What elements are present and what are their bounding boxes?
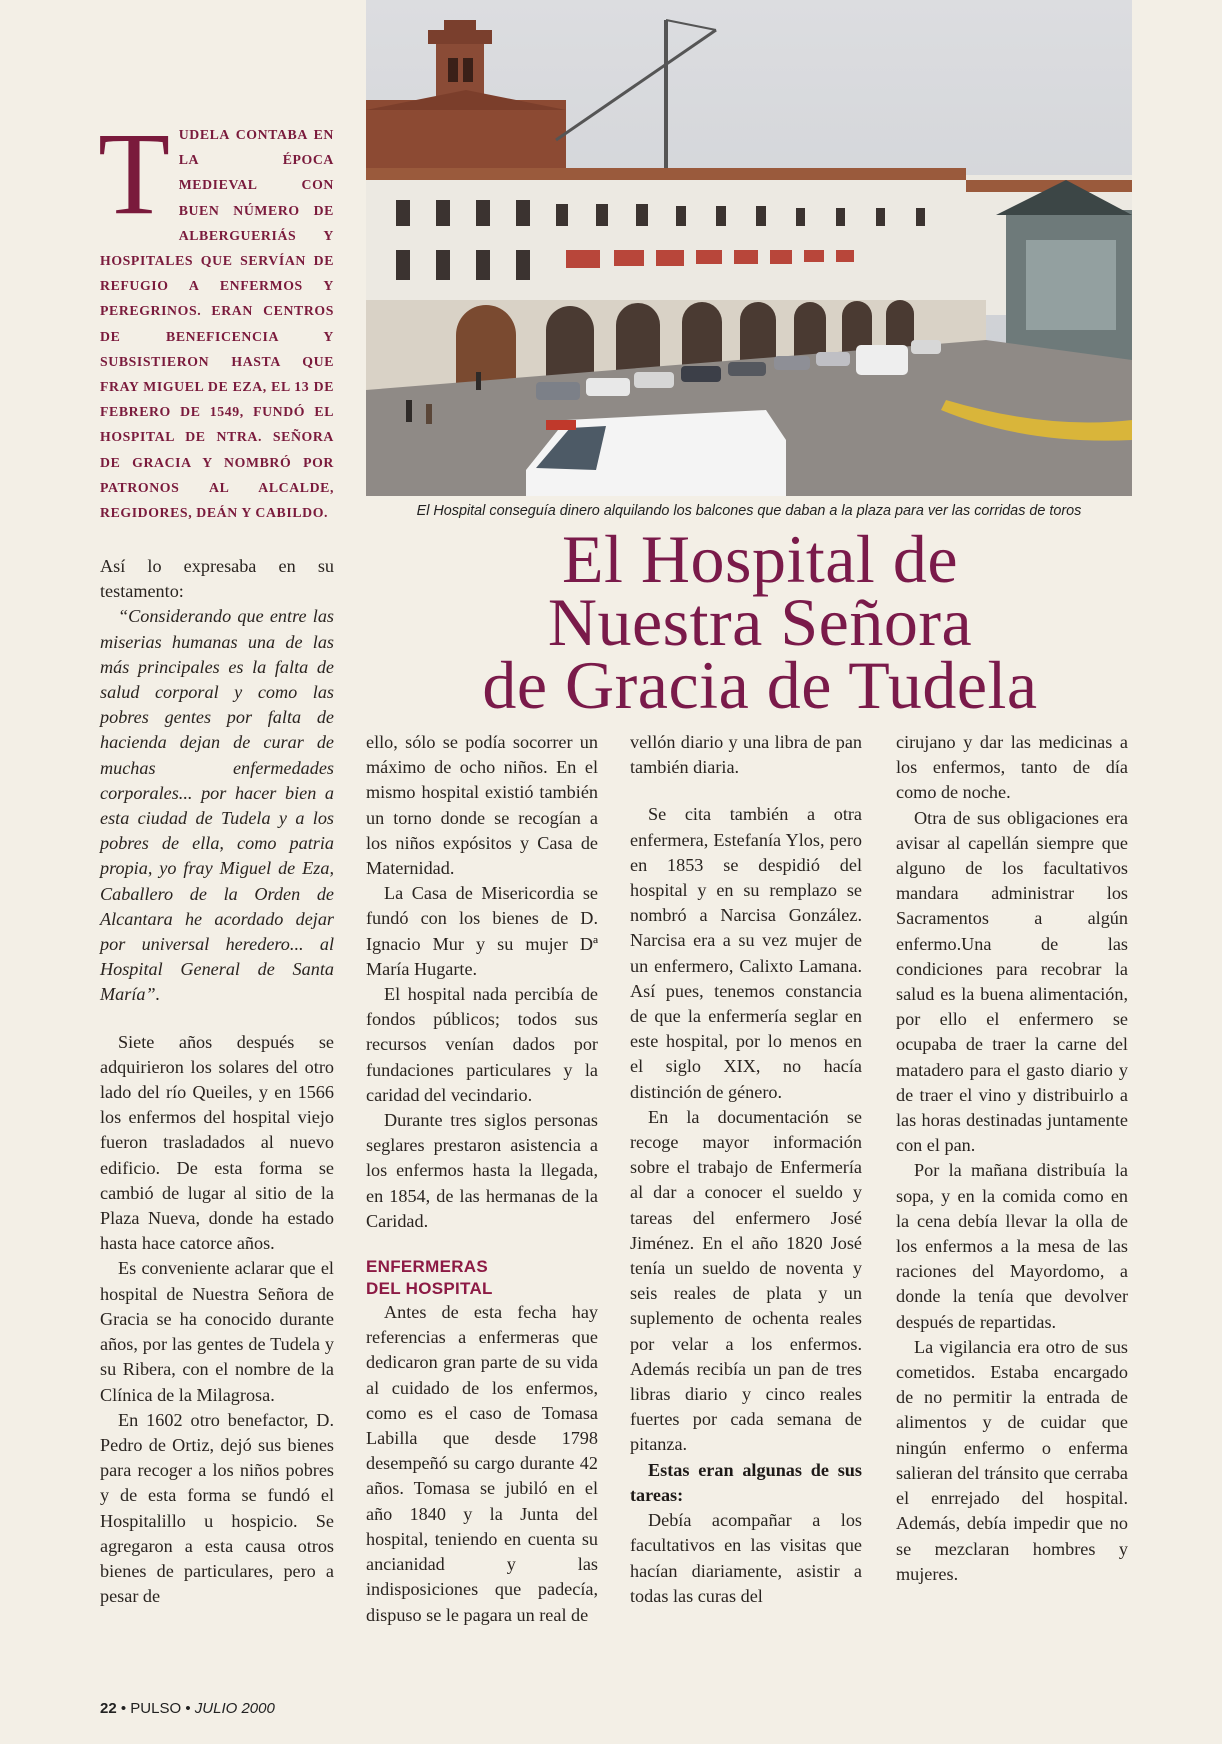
paragraph: vellón diario y una libra de pan también diaria. bbox=[630, 732, 862, 778]
subheading-line: ENFERMERAS bbox=[366, 1257, 489, 1277]
title-line: El Hospital de bbox=[561, 521, 959, 597]
paragraph: Por la mañana distribuía la sopa, y en la comida como en la cena debía llevar la olla de los enfermos a la mesa de las raciones del Mayordomo, a donde la tenía que devolver después de repartidas. bbox=[896, 1160, 1128, 1332]
paragraph: Se cita también a otra enfermera, Estefanía Ylos, pero en 1853 se despidió del hospital y en su remplazo se nombró a Narcisa González. Narcisa era a su vez mujer de un enfermero, Calixto Lamana. Así pues, tenemos constancia de que la enfermería seglar en este hospital, por lo menos en el siglo XIX, no hacía distinción de género. bbox=[630, 804, 862, 1102]
column-3 bbox=[630, 730, 862, 1609]
paragraph: En 1602 otro benefactor, D. Pedro de Ortiz, dejó sus bienes para recoger a los niños pobres y de esta forma se fundó el Hospitalillo u hospicio. Se agregaron a esta causa otros bienes de particulares, pero a pesar de bbox=[100, 1409, 334, 1607]
bullet-icon: • bbox=[120, 1700, 127, 1717]
paragraph: El hospital nada percibía de fondos públicos; todos sus recursos venían dados por fundaciones particulares y la caridad del vecindario. bbox=[366, 984, 598, 1105]
title-line: Nuestra Señora bbox=[547, 584, 973, 660]
paragraph: Siete años después se adquirieron los solares del otro lado del río Queiles, y en 1566 los enfermos del hospital viejo fueron trasladados al nuevo edificio. De esta forma se cambió de lugar al sitio de la Plaza Nueva, donde ha estado hasta hace catorce años. bbox=[100, 1031, 334, 1254]
paragraph: Es conveniente aclarar que el hospital de Nuestra Señora de Gracia se ha conocido durante años, por las gentes de Tudela y su Ribera, con el nombre de la Clínica de la Milagrosa. bbox=[100, 1258, 334, 1405]
paragraph: La vigilancia era otro de sus cometidos. Estaba encargado de no permitir la entrada de alimentos y de cuidar que ningún enfermo o enferma salieran del tránsito que cerraba el enrrejado del hospital. Además, debía impedir que no se mezclaran hombres y mujeres. bbox=[896, 1336, 1128, 1584]
title-line: de Gracia de Tudela bbox=[482, 647, 1038, 723]
lead-paragraph bbox=[98, 108, 334, 525]
paragraph: ello, sólo se podía socorrer un máximo de ocho niños. En el mismo hospital existió también un torno donde se recogían a los niños expósitos y Casa de Maternidad. bbox=[366, 732, 598, 879]
testament-quote: “Considerando que entre las miserias humanas una de las más principales es la falta de salud corporal y como las pobres gentes por falta de hacienda dejan de curar de muchas enfermedades corporales... por hacer bien a esta ciudad de Tudela y a los pobres de ella, como patria propia, yo fray Miguel de Eza, Caballero de la Orden de Alcantara he acordado dejar por universal heredero... al Hospital General de Santa María”. bbox=[100, 606, 334, 1005]
lead-text: UDELA CONTABA EN LA ÉPOCA MEDIEVAL CON BUEN NÚMERO DE ALBERGUERIÁS Y HOSPITALES QUE SERVÍAN DE REFUGIO A ENFERMOS Y PEREGRINOS. ERAN CENTROS DE BENEFICENCIA Y SUBSISTIERON HASTA QUE FRAY MIGUEL DE EZA, EL 13 DE FEBRERO DE 1549, FUNDÓ EL HOSPITAL DE NTRA. SEÑORA DE GRACIA Y NOMBRÓ POR PATRONOS AL ALCALDE, REGIDORES, DEÁN Y CABILDO. bbox=[100, 127, 334, 521]
page-footer bbox=[100, 1700, 275, 1717]
subheading-line: DEL HOSPITAL bbox=[366, 1279, 493, 1299]
drop-cap: T bbox=[98, 108, 171, 239]
photo-caption: El Hospital conseguía dinero alquilando los balcones que daban a la plaza para ver las corridas de toros bbox=[416, 503, 1082, 519]
issue-date: JULIO 2000 bbox=[194, 1700, 275, 1717]
hero-photo bbox=[366, 0, 1132, 496]
bold-heading: Estas eran algunas de sus tareas: bbox=[630, 1459, 862, 1505]
page-number: 22 bbox=[100, 1700, 117, 1717]
column-1 bbox=[100, 554, 334, 1609]
column-4 bbox=[896, 730, 1128, 1587]
magazine-name: PULSO bbox=[130, 1700, 182, 1717]
section-subheading bbox=[366, 1256, 598, 1300]
paragraph: Así lo expresaba en su testamento: bbox=[100, 556, 334, 602]
paragraph: Antes de esta fecha hay referencias a enfermeras que dedicaron gran parte de su vida al cuidado de los enfermos, como es el caso de Tomasa Labilla que desde 1798 desempeñó su cargo durante 42 años. Tomasa se jubiló en el año 1840 y la Junta del hospital, teniendo en cuenta su ancianidad y las indisposiciones que padecía, dispuso se le pagara un real de bbox=[366, 1302, 598, 1625]
paragraph: cirujano y dar las medicinas a los enfermos, tanto de día como de noche. bbox=[896, 732, 1128, 803]
column-2 bbox=[366, 730, 598, 1628]
paragraph: La Casa de Misericordia se fundó con los bienes de D. Ignacio Mur y su mujer Dª María Hugarte. bbox=[366, 883, 598, 979]
paragraph: Otra de sus obligaciones era avisar al capellán siempre que alguno de los facultativos mandara administrar los Sacramentos a algún enfermo.Una de las condiciones para recobrar la salud es la buena alimentación, por ello el enfermero se ocupaba de traer la carne del matadero para el gasto diario y de traer el vino y distribuirlo a las horas destinadas juntamente con el pan. bbox=[896, 807, 1128, 1156]
article-title bbox=[380, 521, 1140, 723]
paragraph: Debía acompañar a los facultativos en las visitas que hacían diariamente, asistir a todas las curas del bbox=[630, 1510, 862, 1606]
paragraph: En la documentación se recoge mayor información sobre el trabajo de Enfermería al dar a conocer el sueldo y tareas del enfermero José Jiménez. En el año 1820 José tenía un sueldo de noventa y seis reales de plata y un suplemento de ochenta reales por velar a los enfermos. Además recibía un pan de tres libras diario y cinco reales fuertes por cada semana de pitanza. bbox=[630, 1106, 862, 1455]
bullet-icon: • bbox=[185, 1700, 191, 1717]
paragraph: Durante tres siglos personas seglares prestaron asistencia a los enfermos hasta la llegada, en 1854, de las hermanas de la Caridad. bbox=[366, 1110, 598, 1231]
